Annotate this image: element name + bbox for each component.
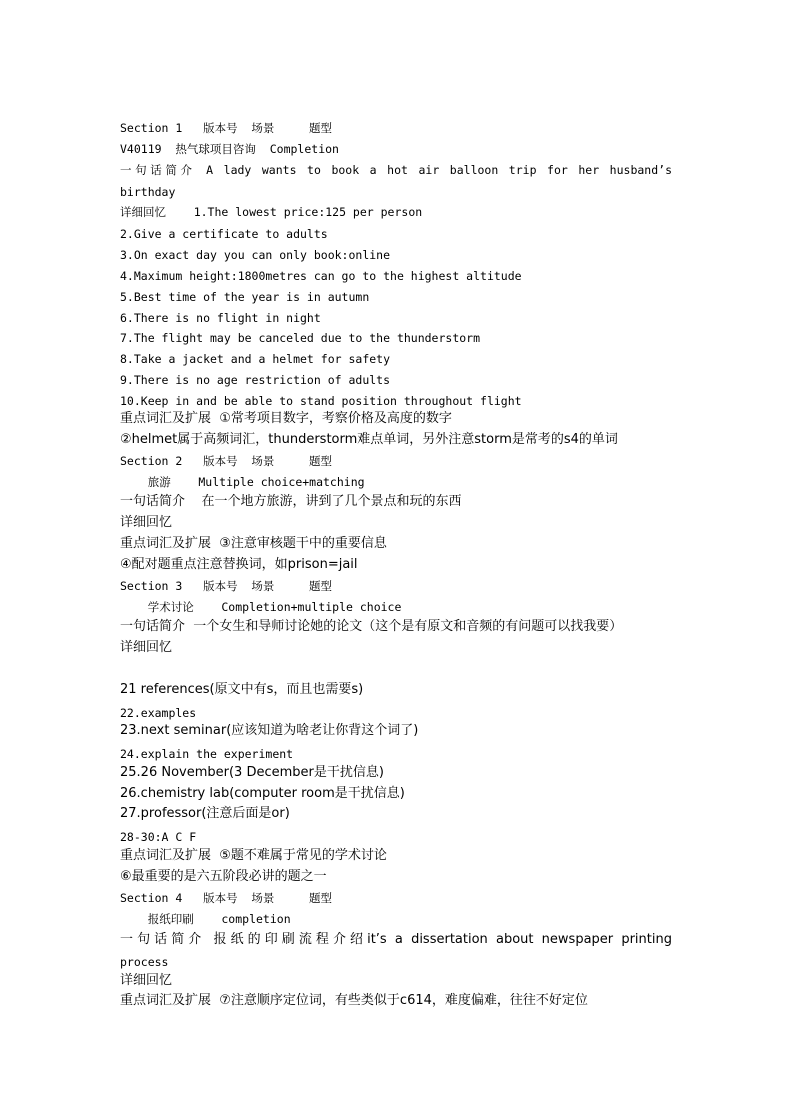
section-1-header: Section 1 版本号 场景 题型 bbox=[120, 121, 333, 135]
section-3-answer-25: 25.26 November(3 December是干扰信息) bbox=[120, 765, 384, 780]
section-4-summary: 一句话简介 报纸的印刷流程介绍it’s a dissertation about newspaper printing bbox=[120, 932, 672, 947]
section-3-answer-26: 26.chemistry lab(computer room是干扰信息) bbox=[120, 786, 405, 801]
section-1-detail-item-1: 详细回忆 1.The lowest price:125 per person bbox=[120, 205, 423, 219]
section-1-detail-item-6: 6.There is no flight in night bbox=[120, 311, 321, 325]
section-2-key-vocab: 重点词汇及扩展 ③注意审核题干中的重要信息 bbox=[120, 536, 387, 551]
section-1-detail-item-8: 8.Take a jacket and a helmet for safety bbox=[120, 352, 391, 366]
section-3-header: Section 3 版本号 场景 题型 bbox=[120, 579, 333, 593]
section-3-summary: 一句话简介 一个女生和导师讨论她的论文（这个是有原文和音频的有问题可以找我要） bbox=[120, 619, 623, 634]
section-1-summary-continued: birthday bbox=[120, 185, 176, 199]
section-3-answer-21: 21 references(原文中有s，而且也需要s) bbox=[120, 682, 364, 697]
section-3-detail-heading: 详细回忆 bbox=[120, 640, 173, 655]
section-1-detail-item-7: 7.The flight may be canceled due to the thunderstorm bbox=[120, 331, 481, 345]
section-1-summary: 一句话简介 A lady wants to book a hot air balloon trip for her husband’s bbox=[120, 163, 672, 177]
section-1-detail-item-9: 9.There is no age restriction of adults bbox=[120, 373, 391, 387]
section-4-header: Section 4 版本号 场景 题型 bbox=[120, 891, 333, 905]
section-4-summary-continued: process bbox=[120, 955, 169, 969]
section-1-detail-item-2: 2.Give a certificate to adults bbox=[120, 227, 328, 241]
section-1-detail-item-4: 4.Maximum height:1800metres can go to the highest altitude bbox=[120, 269, 522, 283]
section-2-detail-heading: 详细回忆 bbox=[120, 515, 173, 530]
section-3-answer-27: 27.professor(注意后面是or) bbox=[120, 806, 290, 821]
section-1-version-scene-type: V40119 热气球项目咨询 Completion bbox=[120, 142, 339, 156]
section-1-detail-item-3: 3.On exact day you can only book:online bbox=[120, 248, 391, 262]
section-4-scene-type: 报纸印刷 completion bbox=[120, 912, 291, 926]
section-2-header: Section 2 版本号 场景 题型 bbox=[120, 454, 333, 468]
section-3-key-vocab: 重点词汇及扩展 ⑤题不难属于常见的学术讨论 bbox=[120, 848, 387, 863]
section-1-detail-item-10: 10.Keep in and be able to stand position throughout flight bbox=[120, 394, 522, 408]
section-1-key-vocab: 重点词汇及扩展 ①常考项目数字，考察价格及高度的数字 bbox=[120, 411, 452, 426]
section-4-detail-heading: 详细回忆 bbox=[120, 973, 173, 988]
section-3-answer-28-30: 28-30:A C F bbox=[120, 830, 197, 844]
section-3-answer-22: 22.examples bbox=[120, 706, 197, 720]
section-2-summary: 一句话简介 在一个地方旅游，讲到了几个景点和玩的东西 bbox=[120, 494, 462, 509]
section-3-answer-24: 24.explain the experiment bbox=[120, 747, 294, 761]
section-4-key-vocab: 重点词汇及扩展 ⑦注意顺序定位词，有些类似于c614，难度偏难，往往不好定位 bbox=[120, 993, 588, 1008]
section-3-answer-23: 23.next seminar(应该知道为啥老让你背这个词了) bbox=[120, 723, 419, 738]
section-2-key-vocab-note: ④配对题重点注意替换词，如prison=jail bbox=[120, 557, 358, 572]
section-3-key-vocab-note: ⑥最重要的是六五阶段必讲的题之一 bbox=[120, 869, 327, 884]
section-3-scene-type: 学术讨论 Completion+multiple choice bbox=[120, 600, 402, 614]
section-1-key-vocab-note: ②helmet属于高频词汇，thunderstorm难点单词，另外注意storm是常考的s4的单词 bbox=[120, 432, 618, 447]
section-2-scene-type: 旅游 Multiple choice+matching bbox=[120, 475, 365, 489]
section-1-detail-item-5: 5.Best time of the year is in autumn bbox=[120, 290, 370, 304]
